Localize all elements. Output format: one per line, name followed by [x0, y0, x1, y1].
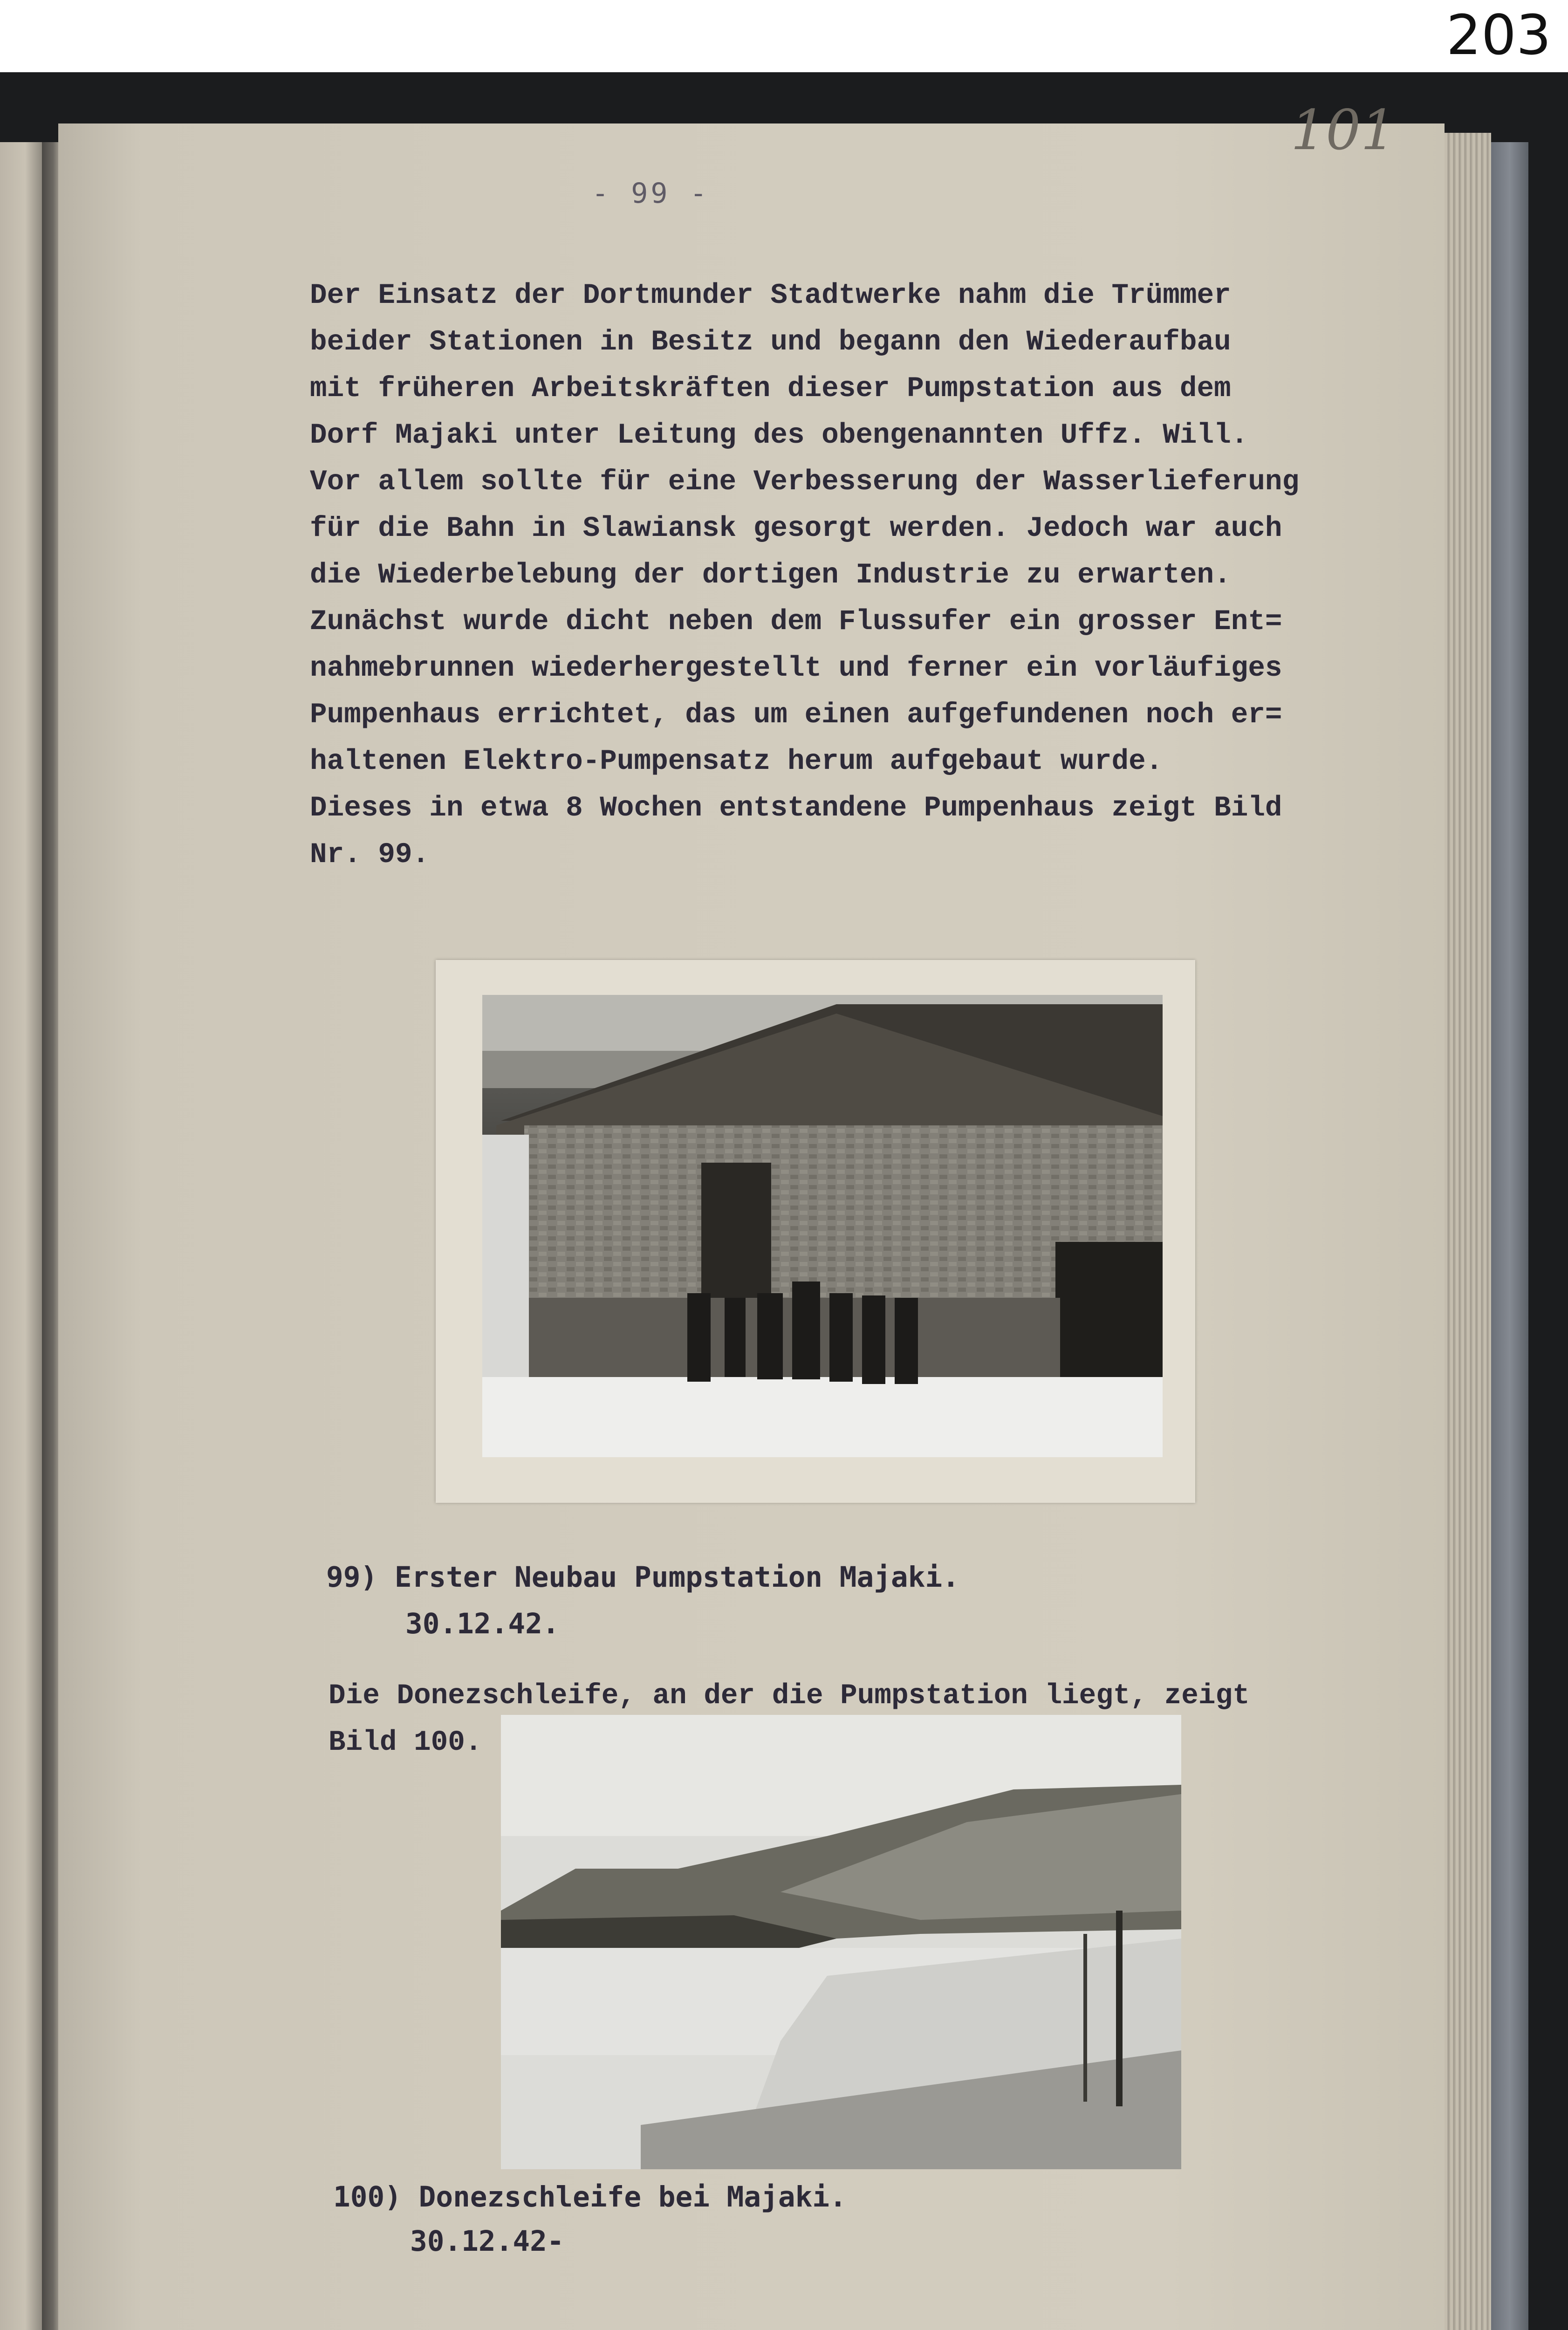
body-line: haltenen Elektro-Pumpensatz herum aufgebaut wurde.: [310, 746, 1163, 778]
book-gutter: [42, 142, 61, 2330]
book-cover-edge: [1491, 142, 1528, 2330]
reference-line: Bild 100.: [329, 1727, 482, 1759]
body-line: mit früheren Arbeitskräften dieser Pumpstation aus dem: [310, 373, 1231, 405]
scan-number: 203: [1446, 3, 1551, 67]
body-line: beider Stationen in Besitz und begann den Wiederaufbau: [310, 326, 1231, 358]
pencil-folio-number: 101: [1291, 98, 1396, 162]
body-line: Dieses in etwa 8 Wochen entstandene Pumpenhaus zeigt Bild: [310, 792, 1282, 824]
figure-99-caption-date: 30.12.42.: [405, 1607, 560, 1640]
body-line: Pumpenhaus errichtet, das um einen aufgefundenen noch er=: [310, 699, 1282, 731]
page-stack-edges: [1445, 133, 1491, 2330]
body-line: Der Einsatz der Dortmunder Stadtwerke nahm die Trümmer: [310, 280, 1231, 312]
figure-100-caption-date: 30.12.42-: [410, 2225, 564, 2258]
left-page-edge: [0, 142, 42, 2330]
photo-100-drawing: [501, 1715, 1181, 2169]
body-line: Dorf Majaki unter Leitung des obengenannten Uffz. Will.: [310, 419, 1248, 452]
photo-99-drawing: [482, 995, 1163, 1457]
body-line: Nr. 99.: [310, 839, 430, 871]
typed-page-number: - 99 -: [592, 177, 710, 210]
body-line: Zunächst wurde dicht neben dem Flussufer ein grosser Ent=: [310, 606, 1282, 638]
figure-99-caption-title: 99) Erster Neubau Pumpstation Majaki.: [326, 1561, 959, 1594]
body-line: Vor allem sollte für eine Verbesserung der Wasserlieferung: [310, 466, 1300, 498]
reference-line: Die Donezschleife, an der die Pumpstation liegt, zeigt: [329, 1680, 1250, 1712]
body-line: die Wiederbelebung der dortigen Industrie zu erwarten.: [310, 559, 1231, 591]
body-line: für die Bahn in Slawiansk gesorgt werden. Jedoch war auch: [310, 513, 1282, 545]
figure-100-caption-title: 100) Donezschleife bei Majaki.: [333, 2180, 847, 2214]
body-line: nahmebrunnen wiederhergestellt und ferner ein vorläufiges: [310, 652, 1282, 685]
body-paragraph: [310, 273, 1299, 878]
photo-100-donets-bend: [501, 1715, 1181, 2169]
photo-99-pump-house: [482, 995, 1163, 1457]
